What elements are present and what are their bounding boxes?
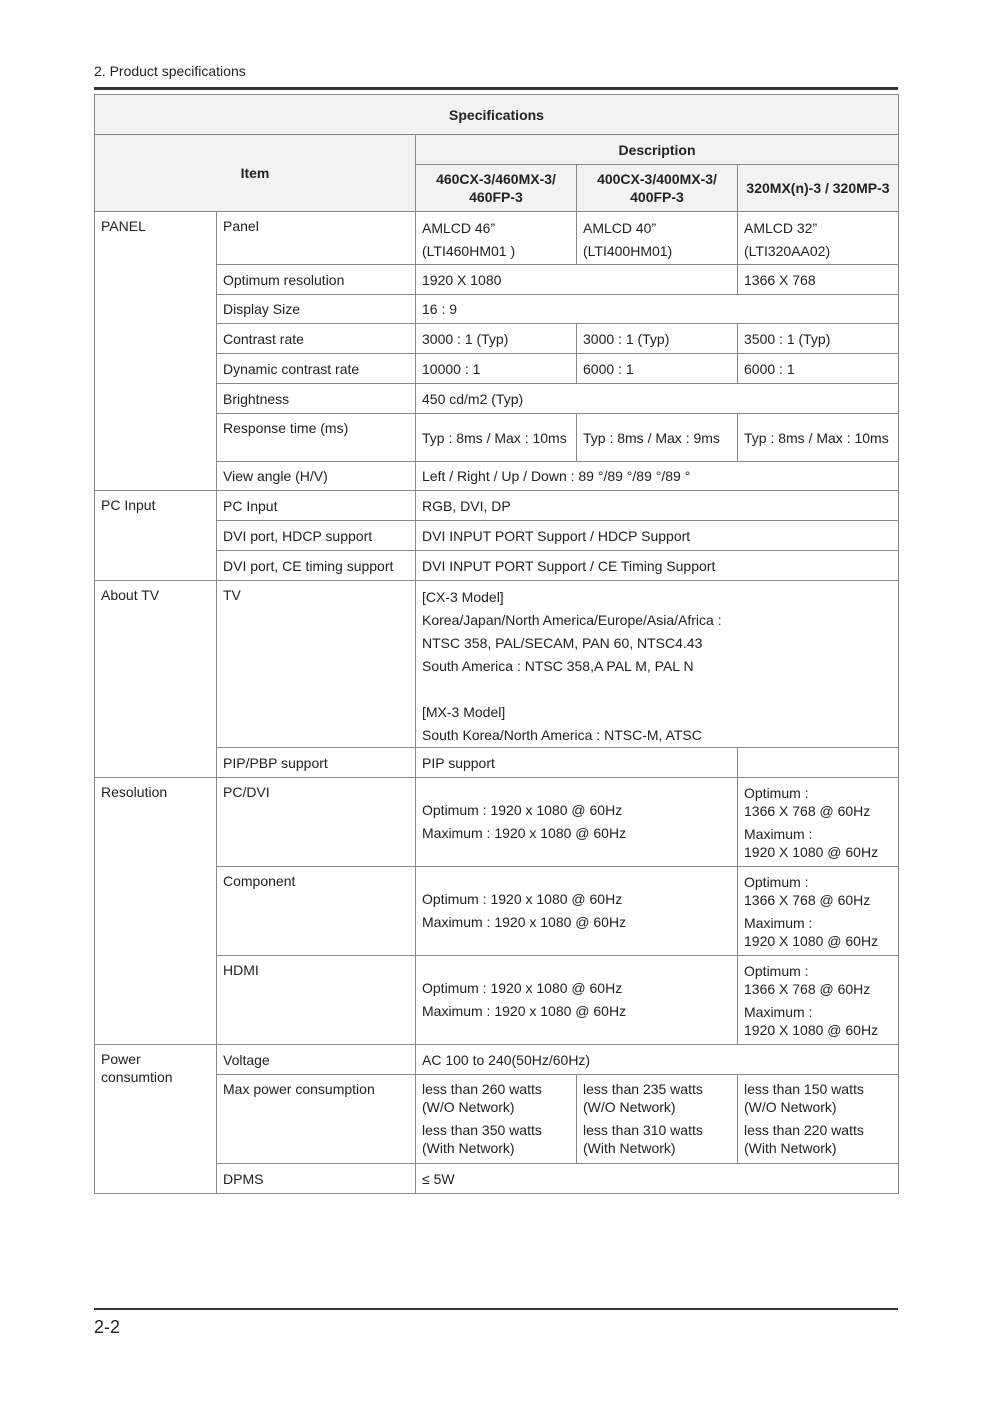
row-label: Response time (ms): [217, 414, 416, 462]
power-wo-network: less than 260 watts (W/O Network): [422, 1081, 542, 1115]
optimum-value: 1366 X 768 @ 60Hz: [744, 891, 871, 908]
row-label: Panel: [217, 212, 416, 265]
panel-460-code: (LTI460HM01 ): [422, 243, 516, 259]
row-label: Brightness: [217, 384, 416, 414]
cell-empty: [738, 748, 899, 778]
table-row: [95, 491, 899, 521]
model-header-460: 460CX-3/460MX-3/ 460FP-3: [416, 165, 577, 212]
panel-320-code: (LTI320AA02): [744, 243, 831, 259]
mx3-model-title: [MX-3 Model]: [422, 704, 506, 720]
cx3-line: South America : NTSC 358,A PAL M, PAL N: [422, 658, 694, 674]
cell-value: DVI INPUT PORT Support / HDCP Support: [416, 521, 899, 551]
optimum-label: Optimum :: [744, 784, 809, 801]
cell-value: 10000 : 1: [416, 354, 577, 384]
maximum-label: Maximum :: [744, 825, 813, 842]
resolution-values: [416, 778, 738, 867]
resolution-values: [416, 867, 738, 956]
panel-320: [738, 212, 899, 265]
power-with-network: less than 350 watts (With Network): [422, 1122, 542, 1156]
resolution-values-320: [738, 867, 899, 956]
row-label: PIP/PBP support: [217, 748, 416, 778]
resolution-values: [416, 956, 738, 1045]
cell-value: DVI INPUT PORT Support / CE Timing Support: [416, 551, 899, 581]
table-row: [95, 212, 899, 265]
maximum-value: 1920 X 1080 @ 60Hz: [744, 932, 879, 949]
spacer: [422, 678, 892, 701]
cell-value: 450 cd/m2 (Typ): [416, 384, 899, 414]
cell-value: PIP support: [416, 748, 738, 778]
row-label: PC/DVI: [217, 778, 416, 867]
category-resolution: Resolution: [95, 778, 217, 1045]
panel-400-code: (LTI400HM01): [583, 243, 673, 259]
description-header: Description: [416, 135, 899, 165]
power-320: [738, 1075, 899, 1164]
table-row: [95, 581, 899, 748]
cell-value: RGB, DVI, DP: [416, 491, 899, 521]
table-row: [95, 778, 899, 867]
cell-value: 1366 X 768: [738, 265, 899, 295]
cell-value: 1920 X 1080: [416, 265, 738, 295]
cell-value: AC 100 to 240(50Hz/60Hz): [416, 1045, 899, 1075]
model-header-320: 320MX(n)-3 / 320MP-3: [738, 165, 899, 212]
resolution-values-320: [738, 778, 899, 867]
power-460: [416, 1075, 577, 1164]
panel-320-type: AMLCD 32”: [744, 220, 818, 236]
cell-value: 3000 : 1 (Typ): [577, 324, 738, 354]
cell-value: Typ : 8ms / Max : 9ms: [577, 414, 738, 462]
row-label: DPMS: [217, 1164, 416, 1194]
tv-systems: [416, 581, 899, 748]
row-label: Contrast rate: [217, 324, 416, 354]
table-title-row: [95, 95, 899, 135]
row-label: View angle (H/V): [217, 462, 416, 491]
panel-460-type: AMLCD 46”: [422, 220, 496, 236]
power-with-network: less than 220 watts (With Network): [744, 1122, 864, 1156]
row-label: Optimum resolution: [217, 265, 416, 295]
row-label: Display Size: [217, 295, 416, 324]
optimum-value: 1366 X 768 @ 60Hz: [744, 802, 871, 819]
resolution-optimum: Optimum : 1920 x 1080 @ 60Hz: [422, 891, 623, 907]
cell-value: 16 : 9: [416, 295, 899, 324]
cell-value: Typ : 8ms / Max : 10ms: [738, 414, 899, 462]
maximum-value: 1920 X 1080 @ 60Hz: [744, 1021, 879, 1038]
resolution-maximum: Maximum : 1920 x 1080 @ 60Hz: [422, 1003, 627, 1019]
row-label: Voltage: [217, 1045, 416, 1075]
category-pc-input: PC Input: [95, 491, 217, 581]
section-header: 2. Product specifications: [94, 63, 246, 79]
resolution-maximum: Maximum : 1920 x 1080 @ 60Hz: [422, 914, 627, 930]
table-title: Specifications: [95, 95, 899, 135]
cell-value: 3000 : 1 (Typ): [416, 324, 577, 354]
row-label: DVI port, HDCP support: [217, 521, 416, 551]
row-label: Dynamic contrast rate: [217, 354, 416, 384]
optimum-label: Optimum :: [744, 873, 809, 890]
model-header-400: 400CX-3/400MX-3/ 400FP-3: [577, 165, 738, 212]
cx3-model-title: [CX-3 Model]: [422, 589, 504, 605]
power-with-network: less than 310 watts (With Network): [583, 1122, 703, 1156]
category-power: Power consumtion: [95, 1045, 217, 1194]
resolution-optimum: Optimum : 1920 x 1080 @ 60Hz: [422, 980, 623, 996]
footer-rule: [94, 1308, 898, 1310]
row-label: Component: [217, 867, 416, 956]
mx3-line: South Korea/North America : NTSC-M, ATSC: [422, 727, 702, 743]
header-rule: [94, 87, 898, 90]
row-label: HDMI: [217, 956, 416, 1045]
row-label: DVI port, CE timing support: [217, 551, 416, 581]
cell-value: Left / Right / Up / Down : 89 °/89 °/89 °/89 °: [416, 462, 899, 491]
maximum-label: Maximum :: [744, 914, 813, 931]
category-about-tv: About TV: [95, 581, 217, 778]
cx3-line: NTSC 358, PAL/SECAM, PAN 60, NTSC4.43: [422, 635, 703, 651]
row-label: TV: [217, 581, 416, 748]
power-wo-network: less than 235 watts (W/O Network): [583, 1081, 703, 1115]
table-row: [95, 1045, 899, 1075]
cell-value: 6000 : 1: [577, 354, 738, 384]
panel-400-type: AMLCD 40”: [583, 220, 657, 236]
page-number: 2-2: [94, 1317, 121, 1337]
power-wo-network: less than 150 watts (W/O Network): [744, 1081, 864, 1115]
optimum-value: 1366 X 768 @ 60Hz: [744, 980, 871, 997]
cx3-line: Korea/Japan/North America/Europe/Asia/Africa :: [422, 612, 722, 628]
power-400: [577, 1075, 738, 1164]
panel-400: [577, 212, 738, 265]
specifications-table: [94, 94, 899, 1194]
resolution-optimum: Optimum : 1920 x 1080 @ 60Hz: [422, 802, 623, 818]
cell-value: Typ : 8ms / Max : 10ms: [416, 414, 577, 462]
optimum-label: Optimum :: [744, 962, 809, 979]
maximum-label: Maximum :: [744, 1003, 813, 1020]
maximum-value: 1920 X 1080 @ 60Hz: [744, 843, 879, 860]
category-panel: PANEL: [95, 212, 217, 491]
row-label: Max power consumption: [217, 1075, 416, 1164]
cell-value: 3500 : 1 (Typ): [738, 324, 899, 354]
cell-value: ≤ 5W: [416, 1164, 899, 1194]
resolution-maximum: Maximum : 1920 x 1080 @ 60Hz: [422, 825, 627, 841]
cell-value: 6000 : 1: [738, 354, 899, 384]
table-header-row: [95, 135, 899, 165]
item-header: Item: [95, 135, 416, 212]
resolution-values-320: [738, 956, 899, 1045]
row-label: PC Input: [217, 491, 416, 521]
panel-460: [416, 212, 577, 265]
